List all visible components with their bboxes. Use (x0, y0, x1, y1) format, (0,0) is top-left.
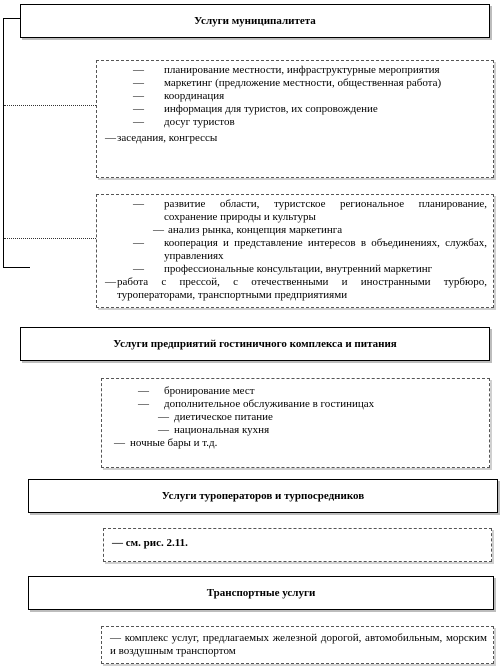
municipality-list-1 (96, 60, 494, 178)
list-item: — заседания, конгрессы (105, 132, 218, 144)
hotel-title: Услуги предприятий гостиничного комплекса и питания (113, 338, 397, 350)
tour-ref-box: — см. рис. 2.11. (103, 528, 492, 562)
transport-text: комплекс услуг, предлагаемых железной дорогой, автомобильным, морским и воздушным транспортом (110, 632, 488, 657)
list-item: — бронирование мест (138, 385, 255, 397)
connector-vertical (3, 18, 4, 268)
list-item: — кооперация и представление интересов в объединениях, службах, управлениях (133, 237, 487, 262)
municipality-header (20, 4, 490, 38)
list-item: — координация (133, 90, 225, 102)
transport-box: — комплекс услуг, предлагаемых железной дорогой, автомобильным, морским и воздушным транспортом (101, 626, 494, 664)
list-item: — диетическое питание (158, 411, 273, 423)
list-item: — ночные бары и т.д. (114, 437, 218, 449)
connector-dotted-2 (4, 238, 96, 239)
list-item: — анализ рынка, концепция маркетинга (153, 224, 343, 236)
connector-dotted-1 (4, 105, 96, 106)
list-item: — планирование местности, инфраструктурные мероприятия (133, 64, 440, 76)
list-item: — работа с прессой, с отечественными и иностранными турбюро, туроператорами, транспортными предприятиями (105, 276, 487, 301)
municipality-title: Услуги муниципалитета (194, 15, 316, 27)
list-item: — информация для туристов, их сопровождение (133, 103, 378, 115)
list-item: — развитие области, туристское региональное планирование, сохранение природы и культуры (133, 198, 487, 223)
tour-title: Услуги туроператоров и турпосредников (161, 490, 365, 502)
list-item: — профессиональные консультации, внутренний маркетинг (133, 263, 433, 275)
list-item: — дополнительное обслуживание в гостиницах (138, 398, 375, 410)
tour-ref: см. рис. 2.11. (125, 537, 188, 549)
list-item: — национальная кухня (158, 424, 270, 436)
hotel-header (20, 327, 490, 361)
list-item: — маркетинг (предложение местности, общественная работа) (133, 77, 442, 89)
hotel-list (101, 378, 490, 468)
connector-bottom (3, 267, 30, 268)
transport-header (28, 576, 494, 610)
list-item: — досуг туристов (133, 116, 235, 128)
connector-top (3, 18, 20, 19)
transport-title: Транспортные услуги (206, 587, 316, 599)
municipality-list-2 (96, 194, 494, 308)
tour-header (28, 479, 498, 513)
